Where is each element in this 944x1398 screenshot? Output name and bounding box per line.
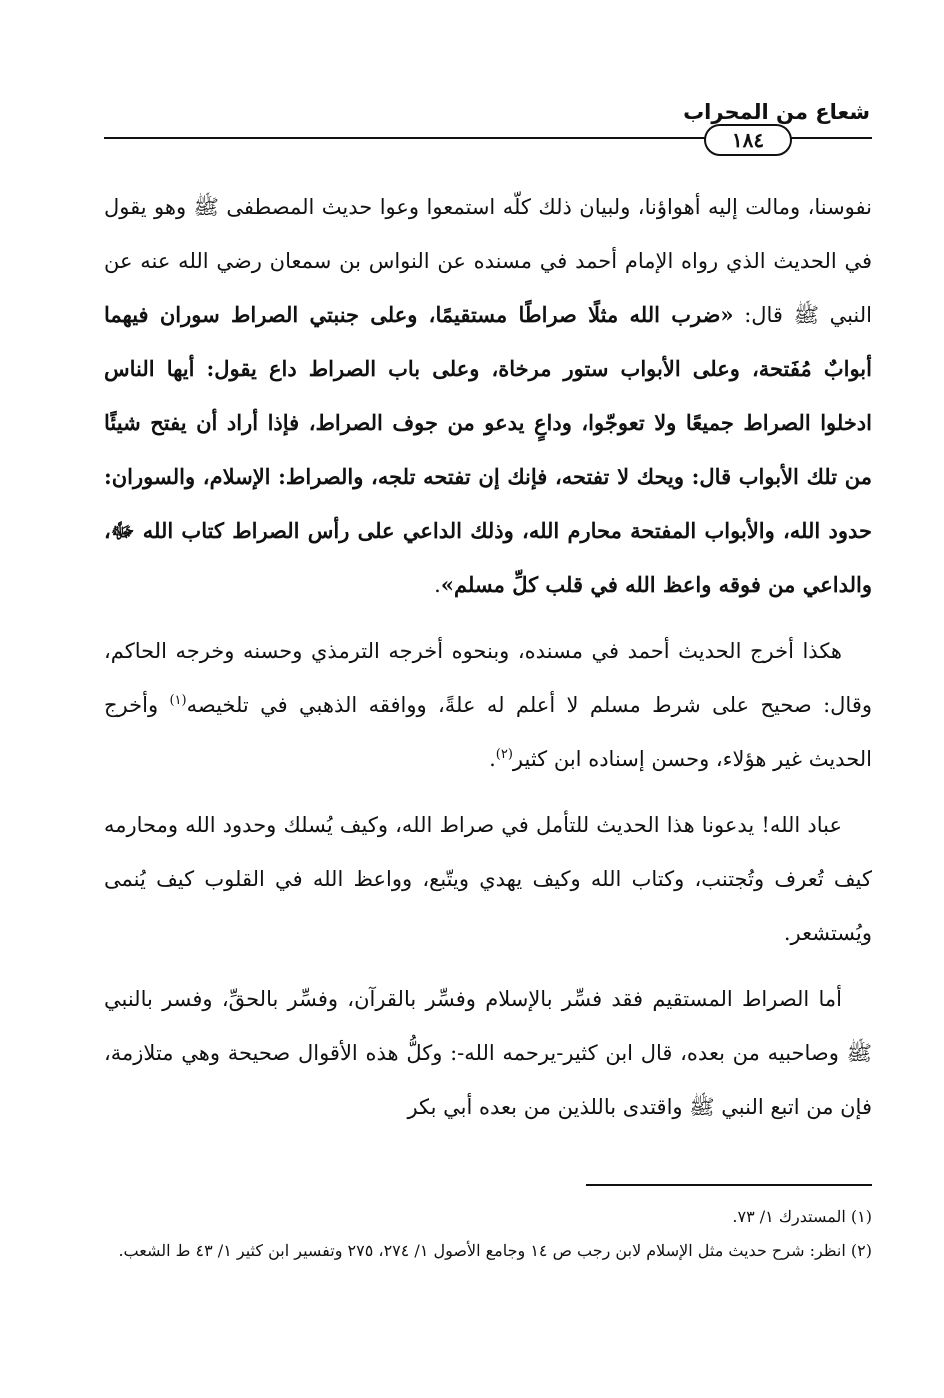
footnote-ref-2: (٢) <box>495 747 513 762</box>
footnote-2: (٢) انظر: شرح حديث مثل الإسلام لابن رجب ص ١٤ وجامع الأصول ١/ ٢٧٤، ٢٧٥ وتفسير ابن كثير ١/ ٤٣ ط الشعب. <box>118 1241 872 1260</box>
footnotes <box>104 1200 872 1268</box>
footnote-1: (١) المستدرك ١/ ٧٣. <box>732 1207 872 1226</box>
hadith-quote: «ضرب الله مثلًا صراطًا مستقيمًا، وعلى جنبتي الصراط سوران فيهما أبوابٌ مُفَتحة، وعلى الأبواب ستور مرخاة، وعلى باب الصراط داع يقول: أيها الناس ادخلوا الصراط جميعًا ولا تعوجّوا، وداعٍ يدعو من جوف الصراط، فإذا أراد أن يفتح شيئًا من تلك الأبواب قال: ويحك لا تفتحه، فإنك إن تفتحه تلجه، والصراط: الإسلام، والسوران: حدود الله، والأبواب المفتحة محارم الله، وذلك الداعي على رأس الصراط كتاب الله ﷻ، والداعي من فوقه واعظ الله في قلب كلِّ مسلم» <box>104 302 872 597</box>
page-number: ١٨٤ <box>704 124 792 156</box>
takhrij-text-b: وأخرج الحديث غير هؤلاء، وحسن إسناده ابن كثير <box>104 693 872 771</box>
footnote-rule <box>586 1184 872 1186</box>
paragraph-hadith <box>104 180 872 612</box>
paragraph-reflection: عباد الله! يدعونا هذا الحديث للتأمل في صراط الله، وكيف يُسلك وحدود الله ومحارمه كيف تُعرف وتُجتنب، وكتاب الله وكيف يهدي ويتّبع، وواعظ الله في القلوب كيف يُنمى ويُستشعر. <box>104 813 872 945</box>
paragraph-takhrij <box>104 624 872 786</box>
main-text <box>104 180 872 1146</box>
paragraph-intro: نفوسنا، ومالت إليه أهواؤنا، ولبيان ذلك كلّه استمعوا وعوا حديث المصطفى ﷺ وهو يقول في الحديث الذي رواه الإمام أحمد في مسنده عن النواس بن سمعان رضي الله عنه عن النبي ﷺ قال: <box>104 195 872 327</box>
running-title: شعاع من المحراب <box>683 100 870 124</box>
takhrij-text-c: . <box>489 747 496 771</box>
takhrij-text-a: هكذا أخرج الحديث أحمد في مسنده، وبنحوه أخرجه الترمذي وحسنه وخرجه الحاكم، وقال: صحيح على شرط مسلم لا أعلم له علةً، ووافقه الذهبي في تلخيصه <box>104 639 872 717</box>
paragraph-tafsir: أما الصراط المستقيم فقد فسِّر بالإسلام وفسِّر بالقرآن، وفسِّر بالحقِّ، وفسر بالنبي ﷺ وصاحبيه من بعده، قال ابن كثير-يرحمه الله-: وكلُّ هذه الأقوال صحيحة وهي متلازمة، فإن من اتبع النبي ﷺ واقتدى باللذين من بعده أبي بكر <box>104 987 872 1119</box>
paragraph-end: . <box>434 573 441 597</box>
footnote-ref-1: (١) <box>169 693 187 708</box>
